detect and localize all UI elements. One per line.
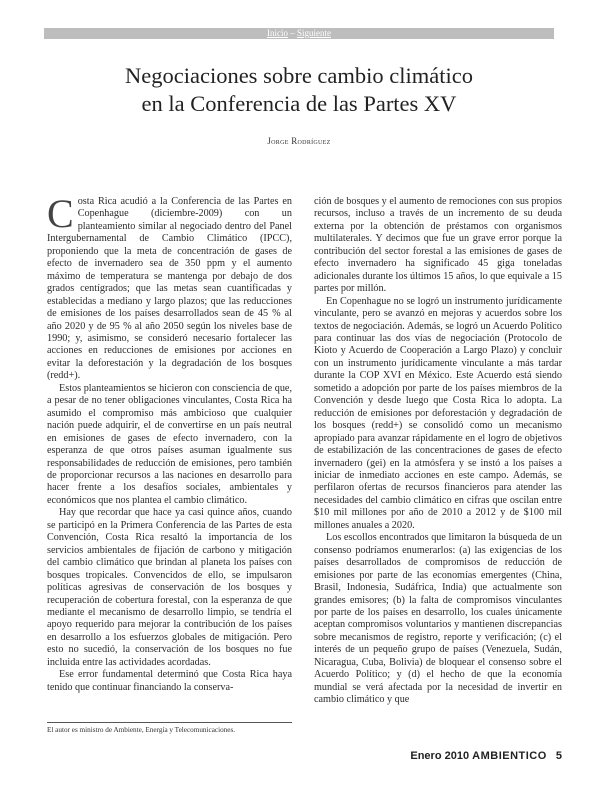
article-title <box>44 62 554 118</box>
nav-separator: – <box>288 28 297 38</box>
paragraph: Los escollos encontrados que limitaron la búsqueda de un consenso podríamos enumerarlos: (a) las exigencias de los países desarrollados de compromisos de reducción de emisiones por parte de las economías emergentes (China, Brasil, Indonesia, Sudáfrica, India) que actualmente son grandes emisores; (b) la falta de compromisos vinculantes por parte de los países en desarrollo, los cuales únicamente aceptan compromisos voluntarios y mantienen discrepancias sobre mecanismos de registro, reporte y verificación; (c) el interés de un pequeño grupo de países (Venezuela, Sudán, Nicaragua, Cuba, Bolivia) de bloquear el consenso sobre el Acuerdo Político; y (d) el hecho de que la economía mundial se verá afectada por la necesidad de invertir en cambio climático y que <box>314 532 562 706</box>
navigation-bar <box>44 28 554 39</box>
footnote-divider <box>47 722 292 723</box>
paragraph: Ese error fundamental determinó que Costa Rica haya tenido que continuar financiando la conserva- <box>47 669 292 693</box>
paragraph: ción de bosques y el aumento de remociones con sus propios recursos, incluso a través de un incremento de su deuda externa por la obtención de préstamos con organismos multilaterales. Y decimos que fue un grave error porque la contribución del sector forestal a las emisiones de gases de efecto invernadero ha significado 45 giga toneladas adicionales durante los últimos 15 años, lo que equivale a 15 partes por millón. <box>314 196 562 295</box>
paragraph: En Copenhague no se logró un instrumento jurídicamente vinculante, pero se avanzó en mejoras y acuerdos sobre los textos de negociación. Además, se logró un Acuerdo Político para continuar las dos vías de negociación (Protocolo de Kioto y Acuerdo de Cooperación a Largo Plazo) y concluir con un instrumento jurídicamente vinculante a más tardar durante la COP XVI en México. Este Acuerdo está siendo sometido a adopción por parte de los países miembros de la Convención y desde luego que Costa Rica lo adopta. La reducción de emisiones por deforestación y degradación de los bosques (redd+) se consolidó como un mecanismo apropiado para avanzar rápidamente en el logro de objetivos de estabilización de las concentraciones de gases de efecto invernadero (gei) en la atmósfera y se instó a los países a iniciar de inmediato acciones en este campo. Además, se perfilaron ofertas de recursos financieros para atender las necesidades del cambio climático en cifras que oscilan entre $10 mil millones por año de 2010 a 2012 y de $100 mil millones anuales a 2020. <box>314 295 562 531</box>
paragraph-text: osta Rica acudió a la Conferencia de las Partes en Copenhague (diciembre-2009) con un planteamiento similar al negociado dentro del Panel Intergubernamental de Cambio Climático (IPCC), proponiendo que la meta de concentración de gases de efecto de invernadero sea de 350 ppm y el aumento máximo de temperatura se mantenga por debajo de dos grados centígrados; que las metas sean cuantificadas y establecidas a mediano y largo plazos; que las reducciones de emisiones de los países desarrollados sean de 45 % al año 2020 y de 95 % al año 2050 según los niveles base de 1990; y, asimismo, se consideró necesario fortalecer las acciones en reducciones de emisiones por acciones en evitar la deforestación y la degradación de los bosques (redd+). <box>47 196 292 382</box>
title-line-1: Negociaciones sobre cambio climático <box>125 63 473 88</box>
article-author: Jorge Rodríguez <box>267 136 331 146</box>
paragraph: Estos planteamientos se hicieron con consciencia de que, a pesar de no tener obligaciones vinculantes, Costa Rica ha asumido el compromiso más ambicioso que cualquier nación puede adquirir, el de convertirse en un país neutral en emisiones de gases de efecto invernadero, con la esperanza de que otros países asuman igualmente sus responsabilidades de reducción de emisiones, pero también de proporcionar recursos a las naciones en desarrollo para hacer frente a los desafíos sociales, ambientales y económicos que nos plantea el cambio climático. <box>47 382 292 506</box>
issue-date: Enero 2010 <box>410 750 470 762</box>
page-number: 5 <box>555 750 562 762</box>
magazine-brand: AMBIENTICO <box>472 750 547 762</box>
title-line-2: en la Conferencia de las Partes XV <box>141 91 457 116</box>
left-column <box>47 191 292 694</box>
paragraph <box>47 191 292 383</box>
right-column <box>314 196 562 707</box>
nav-link-siguiente[interactable]: Siguiente <box>297 28 331 38</box>
nav-link-inicio[interactable]: Inicio <box>267 28 288 38</box>
drop-cap: C <box>47 191 74 236</box>
paragraph: Hay que recordar que hace ya casi quince años, cuando se participó en la Primera Conferencia de las Partes de esta Convención, Costa Rica resaltó la importancia de los servicios ambientales de fijación de carbono y mitigación del cambio climático que brindan al planeta los países con bosques tropicales. Convencidos de ello, se impulsaron políticas agresivas de conservación de los bosques y recuperación de cobertura forestal, con la esperanza de que mediante el mecanismo de desarrollo limpio, se tendría el apoyo requerido para mejorar la contribución de los países en desarrollo a los esfuerzos globales de mitigación. Pero esto no sucedió, la conservación de los bosques no fue incluida entre las actividades acordadas. <box>47 507 292 668</box>
footnote: El autor es ministro de Ambiente, Energía y Telecomunicaciones. <box>47 726 236 734</box>
page-footer <box>410 750 562 762</box>
